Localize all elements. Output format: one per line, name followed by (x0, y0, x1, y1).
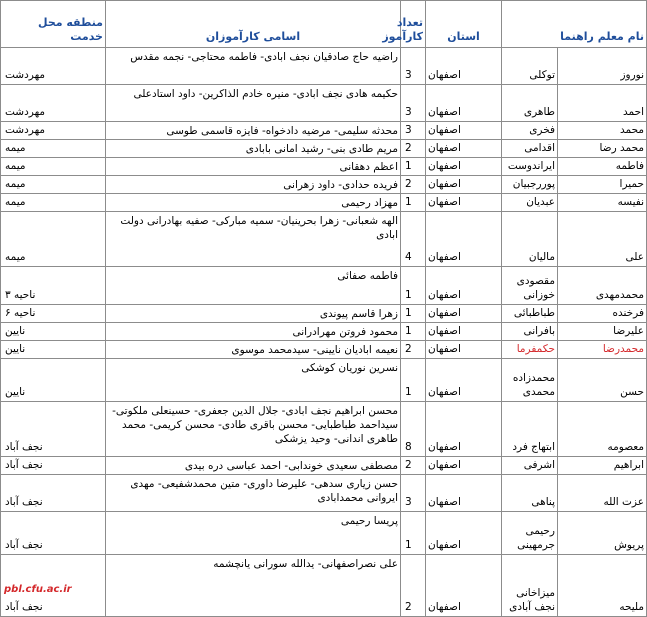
trainee-names-cell: مهزاد رحیمی (106, 194, 401, 212)
trainee-count-cell: 3 (401, 122, 426, 140)
service-region-cell: نایین (1, 323, 106, 341)
province-cell: اصفهان (426, 158, 502, 176)
service-region-cell: نجف آباد (1, 457, 106, 475)
trainee-names-cell: محدثه سلیمی- مرضیه دادخواه- فایزه قاسمی طوسی (106, 122, 401, 140)
header-teacher-name: نام معلم راهنما (502, 1, 647, 48)
service-region-cell: میمه (1, 140, 106, 158)
trainee-count-cell: 2 (401, 176, 426, 194)
service-region-cell: نجف آباد (1, 555, 106, 617)
table-row (1, 323, 647, 341)
teacher-last-name: مالیان (502, 212, 558, 267)
province-cell: اصفهان (426, 359, 502, 402)
header-trainee-names: اسامی کارآموزان (106, 1, 401, 48)
trainee-count-cell: 4 (401, 212, 426, 267)
teacher-last-name: ایراندوست (502, 158, 558, 176)
trainee-count-cell: 2 (401, 555, 426, 617)
teacher-last-name: فخری (502, 122, 558, 140)
trainee-count-cell: 1 (401, 359, 426, 402)
teacher-first-name: نوروز (558, 48, 647, 85)
table-row (1, 475, 647, 512)
province-cell: اصفهان (426, 212, 502, 267)
trainee-count-cell: 2 (401, 341, 426, 359)
province-cell: اصفهان (426, 85, 502, 122)
trainee-names-cell: فاطمه صفائی (106, 267, 401, 305)
teacher-first-name: محمد رضا (558, 140, 647, 158)
table-row (1, 555, 647, 617)
table-row (1, 122, 647, 140)
teacher-last-name: طاهری (502, 85, 558, 122)
trainee-names-cell: علی نصراصفهانی- یدالله سورانی یانچشمه (106, 555, 401, 617)
teacher-first-name: ابراهیم (558, 457, 647, 475)
trainee-names-cell: اعظم دهقانی (106, 158, 401, 176)
trainee-names-cell: پریسا رحیمی (106, 512, 401, 555)
table-row (1, 176, 647, 194)
header-trainee-count: تعداد کارآموز (401, 1, 426, 48)
table-row (1, 194, 647, 212)
table-row (1, 402, 647, 457)
trainee-names-cell: محمود فروتن مهرادرانی (106, 323, 401, 341)
table-row (1, 457, 647, 475)
trainee-count-cell: 1 (401, 194, 426, 212)
teacher-last-name: اقدامی (502, 140, 558, 158)
service-region-cell: مهردشت (1, 122, 106, 140)
teacher-last-name: بافرانی (502, 323, 558, 341)
teacher-first-name: احمد (558, 85, 647, 122)
teacher-last-name: حکمفرما (502, 341, 558, 359)
province-cell: اصفهان (426, 176, 502, 194)
province-cell: اصفهان (426, 555, 502, 617)
province-cell: اصفهان (426, 457, 502, 475)
trainee-names-cell: نسرین نوریان کوشکی (106, 359, 401, 402)
trainee-names-cell: نعیمه ابادیان نایینی- سیدمحمد موسوی (106, 341, 401, 359)
table-row (1, 140, 647, 158)
trainee-count-cell: 2 (401, 140, 426, 158)
teacher-first-name: ملیحه (558, 555, 647, 617)
province-cell: اصفهان (426, 341, 502, 359)
teacher-first-name: پریوش (558, 512, 647, 555)
province-cell: اصفهان (426, 140, 502, 158)
province-cell: اصفهان (426, 194, 502, 212)
province-cell: اصفهان (426, 323, 502, 341)
trainee-names-cell: زهرا قاسم پیوندی (106, 305, 401, 323)
service-region-cell: میمه (1, 176, 106, 194)
teacher-last-name: ابتهاج فرد (502, 402, 558, 457)
trainee-names-cell: الهه شعبانی- زهرا بحرینیان- سمیه مبارکی- صفیه بهادرانی دولت ابادی (106, 212, 401, 267)
header-row (1, 1, 647, 48)
service-region-cell: نایین (1, 359, 106, 402)
table-row (1, 359, 647, 402)
teacher-first-name: محمدمهدی (558, 267, 647, 305)
teacher-first-name: فرخنده (558, 305, 647, 323)
teacher-first-name: معصومه (558, 402, 647, 457)
trainee-count-cell: 1 (401, 305, 426, 323)
teacher-first-name: حمیرا (558, 176, 647, 194)
service-region-cell: ناحیه ۶ (1, 305, 106, 323)
teacher-first-name: نفیسه (558, 194, 647, 212)
province-cell: اصفهان (426, 48, 502, 85)
teacher-last-name: مقصودی خوزانی (502, 267, 558, 305)
province-cell: اصفهان (426, 475, 502, 512)
teacher-last-name: اشرفی (502, 457, 558, 475)
province-cell: اصفهان (426, 122, 502, 140)
teacher-first-name: علی (558, 212, 647, 267)
teacher-first-name: محمدرضا (558, 341, 647, 359)
trainee-count-cell: 8 (401, 402, 426, 457)
service-region-cell: نایین (1, 341, 106, 359)
service-region-cell: نجف آباد (1, 475, 106, 512)
table-row (1, 158, 647, 176)
trainee-names-cell: حسن زیاری سدهی- علیرضا داوری- متین محمدشفیعی- مهدی ایروانی محمدابادی (106, 475, 401, 512)
teacher-last-name: محمدزاده محمدی (502, 359, 558, 402)
trainee-names-cell: محسن ابراهیم نجف ابادی- جلال الدین جعفری- حسینعلی ملکوتی- سیداحمد طباطبایی- محسن باقری طادی- محسن کریمی- محمد طاهری اندانی- وحید یزشکی (106, 402, 401, 457)
table-row (1, 512, 647, 555)
table-row (1, 85, 647, 122)
teacher-first-name: فاطمه (558, 158, 647, 176)
teacher-last-name: پناهی (502, 475, 558, 512)
watermark-logo: pbl.cfu.ac.ir (4, 584, 72, 595)
trainee-count-cell: 3 (401, 475, 426, 512)
trainee-count-cell: 3 (401, 48, 426, 85)
province-cell: اصفهان (426, 305, 502, 323)
table-row (1, 267, 647, 305)
service-region-cell: مهردشت (1, 85, 106, 122)
table-row (1, 305, 647, 323)
province-cell: اصفهان (426, 402, 502, 457)
teacher-last-name: طباطبائی (502, 305, 558, 323)
teacher-last-name: رحیمی جرمهینی (502, 512, 558, 555)
trainee-count-cell: 1 (401, 158, 426, 176)
trainee-count-cell: 1 (401, 323, 426, 341)
trainee-names-cell: راضیه حاج صادقیان نجف ابادی- فاطمه محتاجی- نجمه مقدس (106, 48, 401, 85)
province-cell: اصفهان (426, 512, 502, 555)
trainee-names-cell: حکیمه هادی نجف ابادی- منیره خادم الذاکرین- داود استادعلی (106, 85, 401, 122)
trainee-count-cell: 2 (401, 457, 426, 475)
province-cell: اصفهان (426, 267, 502, 305)
table-row (1, 212, 647, 267)
header-service-region: منطقه محل خدمت (1, 1, 106, 48)
teacher-last-name: پوررجبیان (502, 176, 558, 194)
service-region-cell: ناحیه ۳ (1, 267, 106, 305)
header-province: استان (426, 1, 502, 48)
table-row (1, 341, 647, 359)
teacher-first-name: علیرضا (558, 323, 647, 341)
trainee-names-cell: فریده حدادی- داود زهرانی (106, 176, 401, 194)
trainee-count-cell: 1 (401, 512, 426, 555)
trainee-count-cell: 3 (401, 85, 426, 122)
teacher-last-name: توکلی (502, 48, 558, 85)
teacher-first-name: حسن (558, 359, 647, 402)
teacher-last-name: میزاخانی نجف آبادی (502, 555, 558, 617)
trainee-names-cell: مریم طادی بنی- رشید امانی بابادی (106, 140, 401, 158)
service-region-cell: نجف آباد (1, 512, 106, 555)
service-region-cell: نجف آباد (1, 402, 106, 457)
teacher-last-name: عبدیان (502, 194, 558, 212)
service-region-cell: مهردشت (1, 48, 106, 85)
service-region-cell: میمه (1, 194, 106, 212)
trainee-names-cell: مصطفی سعیدی خوندابی- احمد عباسی دره بیدی (106, 457, 401, 475)
trainee-count-cell: 1 (401, 267, 426, 305)
teacher-first-name: عزت الله (558, 475, 647, 512)
teacher-first-name: محمد (558, 122, 647, 140)
table-row (1, 48, 647, 85)
service-region-cell: میمه (1, 212, 106, 267)
service-region-cell: میمه (1, 158, 106, 176)
